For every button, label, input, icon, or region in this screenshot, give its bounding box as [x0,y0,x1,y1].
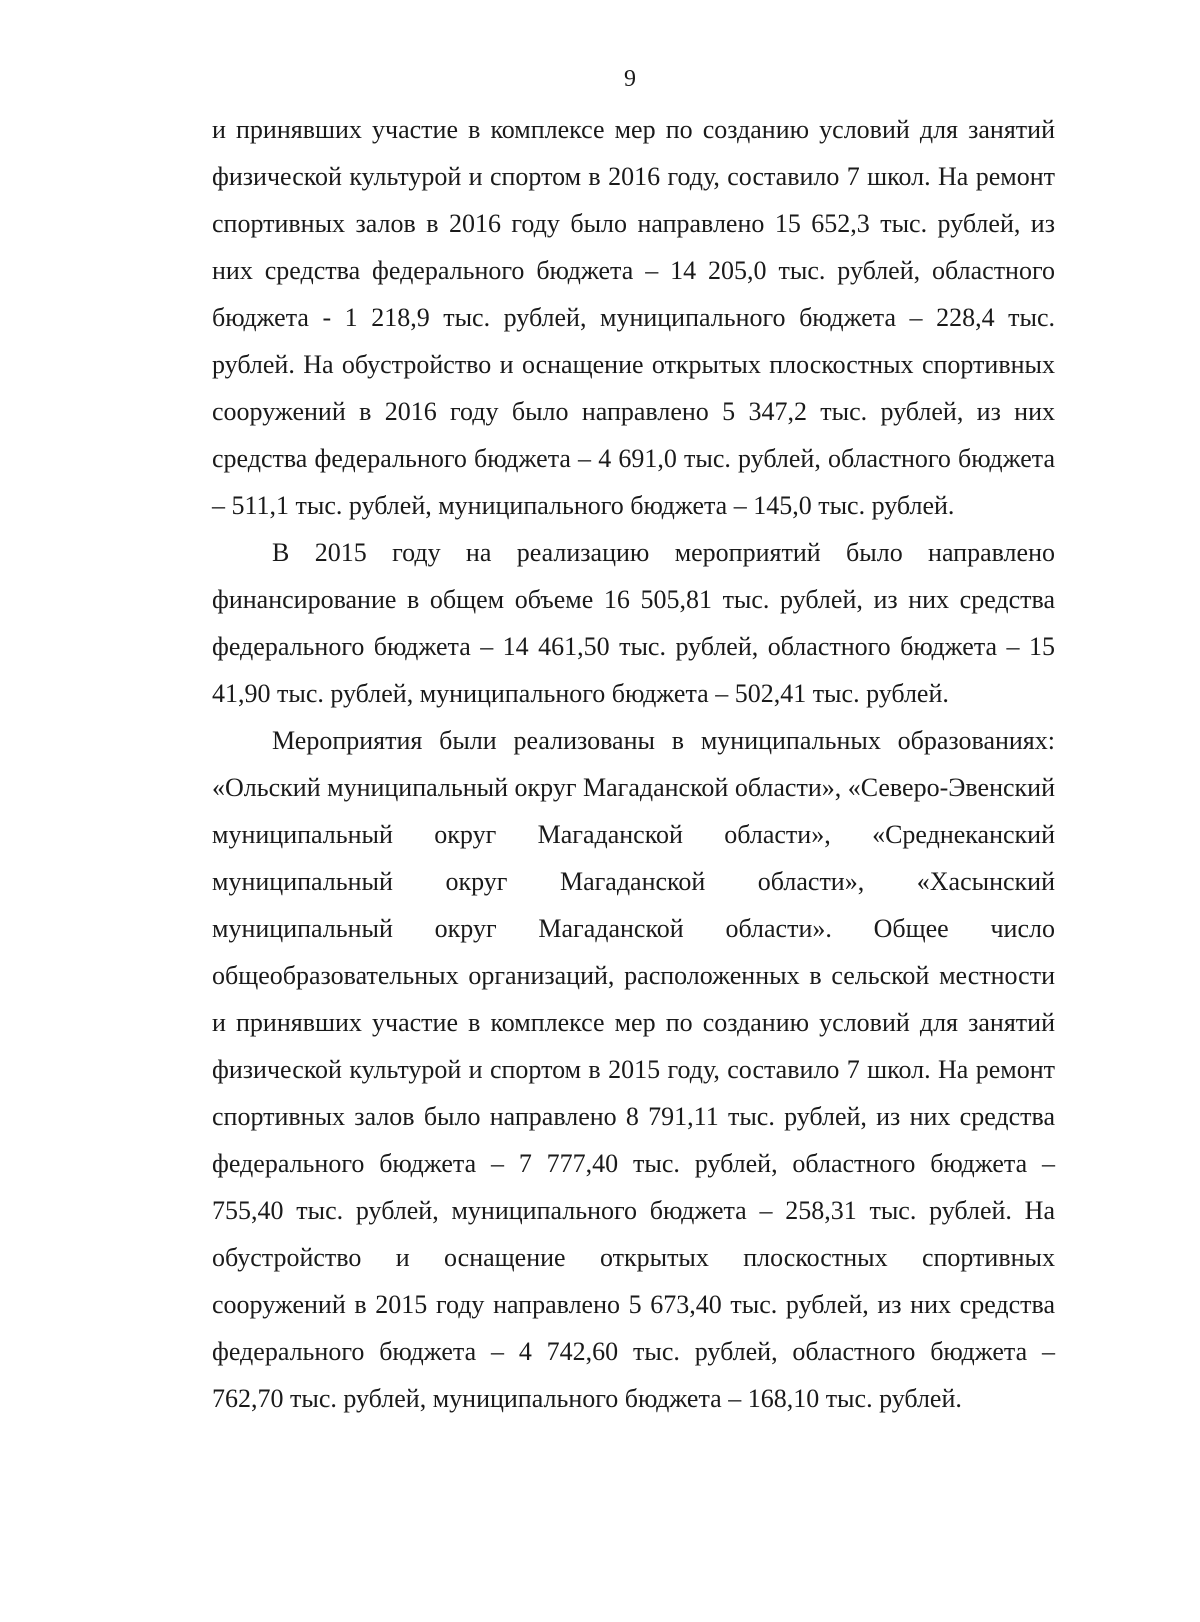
page-number: 9 [624,66,636,92]
document-body [212,106,1055,1422]
paragraph-2015-financing: В 2015 году на реализацию мероприятий было направлено финансирование в общем объеме 16 505,81 тыс. рублей, из них средства федерального бюджета – 14 461,50 тыс. рублей, областного бюджета – 15 41,90 тыс. рублей, муниципального бюджета – 502,41 тыс. рублей. [212,538,1055,708]
paragraph-2015-municipalities: Мероприятия были реализованы в муниципальных образованиях: «Ольский муниципальный округ Магаданской области», «Северо-Эвенский муниципальный округ Магаданской области», «Среднеканский муниципальный округ Магаданской области», «Хасынский муниципальный округ Магаданской области». Общее число общеобразовательных организаций, расположенных в сельской местности и принявших участие в комплексе мер по созданию условий для занятий физической культурой и спортом в 2015 году, составило 7 школ. На ремонт спортивных залов было направлено 8 791,11 тыс. рублей, из них средства федерального бюджета – 7 777,40 тыс. рублей, областного бюджета – 755,40 тыс. рублей, муниципального бюджета – 258,31 тыс. рублей. На обустройство и оснащение открытых плоскостных спортивных сооружений в 2015 году направлено 5 673,40 тыс. рублей, из них средства федерального бюджета – 4 742,60 тыс. рублей, областного бюджета – 762,70 тыс. рублей, муниципального бюджета – 168,10 тыс. рублей. [212,726,1055,1413]
paragraph-continuation: и принявших участие в комплексе мер по созданию условий для занятий физической культурой и спортом в 2016 году, составило 7 школ. На ремонт спортивных залов в 2016 году было направлено 15 652,3 тыс. рублей, из них средства федерального бюджета – 14 205,0 тыс. рублей, областного бюджета - 1 218,9 тыс. рублей, муниципального бюджета – 228,4 тыс. рублей. На обустройство и оснащение открытых плоскостных спортивных сооружений в 2016 году было направлено 5 347,2 тыс. рублей, из них средства федерального бюджета – 4 691,0 тыс. рублей, областного бюджета – 511,1 тыс. рублей, муниципального бюджета – 145,0 тыс. рублей. [212,115,1055,520]
